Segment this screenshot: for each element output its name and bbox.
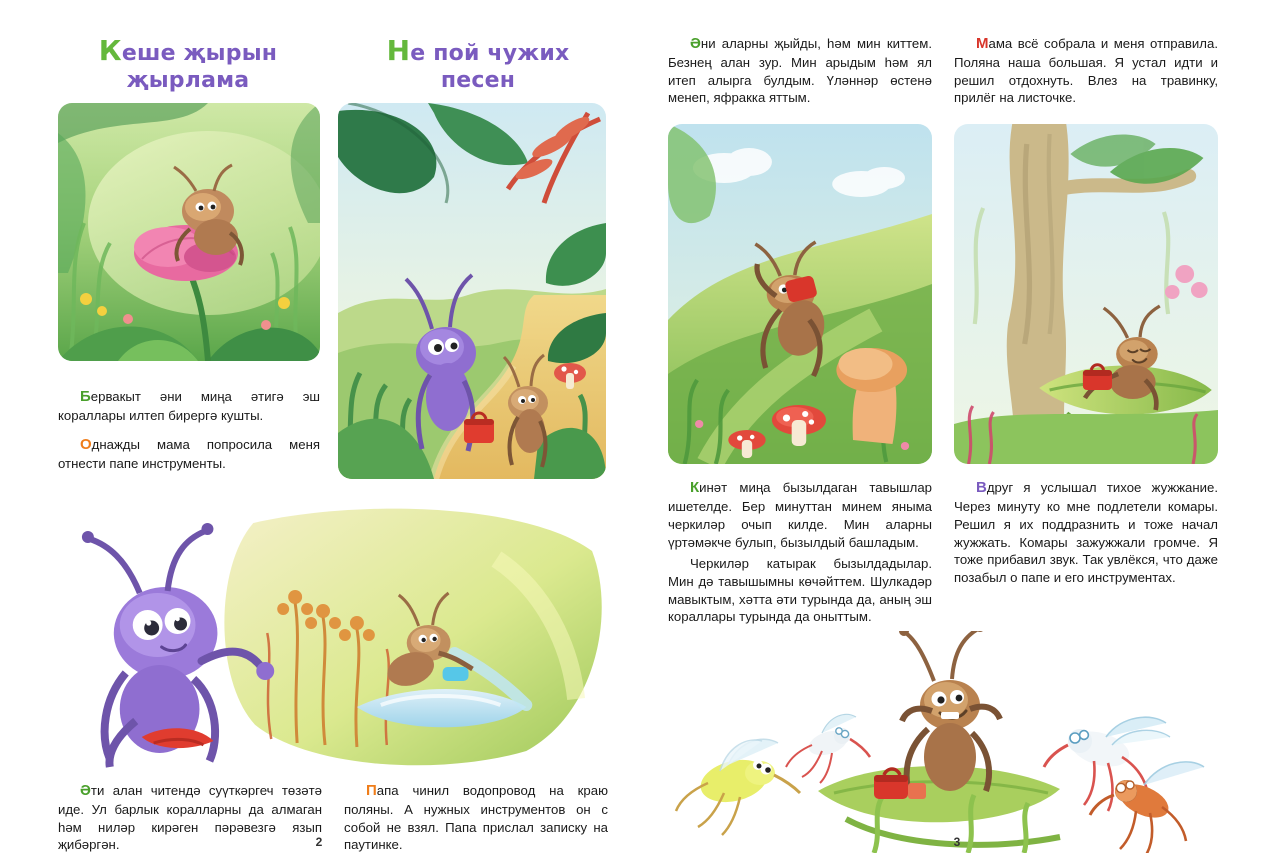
paragraph-text: инәт миңа бызылдаган тавышлар ишетелде. Бер минуттан минем яныма черкиләр очып килде. Мин аларны үртәмәкче булып, бызылдый башладым.: [668, 480, 932, 550]
paragraph-text: апа чинил водопровод на краю поляны. А нужных инструментов он с собой не взял. Папа прислал записку на паутинке.: [344, 782, 608, 853]
heading-russian-line2: песен: [440, 68, 516, 94]
illustration-mother-ant-and-child-on-path: [338, 103, 606, 479]
heading-tatar-line1: еше җырын: [121, 41, 278, 66]
paragraph: [954, 34, 1218, 107]
illustration-ant-walking-up-hill: [668, 124, 932, 464]
paragraph-text: Черкиләр катырак бызылдадылар. Мин дә тавышымны көчәйттем. Шулкадәр мавыктым, хәтта әти турында да, аның эш кораллары турында да оныттым.: [668, 556, 932, 625]
paragraph-dropcap: К: [690, 479, 700, 497]
paragraph-dropcap: В: [976, 479, 987, 497]
right-page: [638, 0, 1276, 865]
page-number-right: 3: [953, 835, 961, 849]
paragraph: [344, 781, 608, 854]
heading-russian: [348, 34, 608, 95]
paragraph-text: ервакыт әни миңа әтигә эш кораллары илтеп бирергә кушты.: [58, 388, 320, 424]
right-top-text: [668, 34, 1218, 110]
paragraph-text: ама всё собрала и меня отправила. Поляна наша большая. Я устал идти и решил отдохнуть. Влез на травинку, прилёг на листочке.: [954, 36, 1218, 106]
paragraph-dropcap: Ә: [80, 781, 91, 799]
paragraph-dropcap: Ә: [690, 35, 701, 52]
illustration-ant-on-flower: [58, 103, 320, 361]
illustration-mother-ant-waving-and-pond: [58, 493, 608, 769]
paragraph-dropcap: О: [80, 435, 92, 453]
paragraph: [668, 478, 932, 551]
paragraph: [58, 781, 322, 854]
page-number-left: 2: [315, 835, 323, 849]
paragraph-text: днажды мама попросила меня отнести папе инструменты.: [58, 436, 320, 471]
heading-russian-line1: е пой чужих: [410, 41, 570, 66]
left-headings: [58, 34, 608, 95]
paragraph: [668, 34, 932, 107]
illustration-ant-resting-on-leaf: [954, 124, 1218, 464]
heading-tatar-dropcap: К: [98, 34, 122, 67]
paragraph-dropcap: М: [976, 35, 989, 52]
heading-tatar-line2: җырлама: [126, 68, 250, 94]
paragraph-text: ти алан читендә суүткәргеч төзәтә иде. Ул барлык коралларны да алмаган һәм ниләр кирәген пәрәвезгә язып җибәргән.: [58, 782, 322, 853]
paragraph: [954, 478, 1218, 587]
paragraph-dropcap: Б: [80, 387, 91, 405]
heading-russian-dropcap: Н: [386, 34, 411, 67]
paragraph-dropcap: П: [366, 781, 377, 799]
paragraph: [58, 435, 320, 473]
illustration-ant-with-mosquitoes: [668, 631, 1218, 853]
paragraph-text: ни аларны җыйды, һәм мин киттем. Безнең алан зур. Мин арыдым һәм ял итеп алырга булдым. Үләннәр өстенә менеп, яфракка яттым.: [668, 36, 932, 106]
paragraph-text: друг я услышал тихое жужжание. Через минуту ко мне подлетели комары. Решил я их поддразнить и тоже начал жужжать. Комары зажужжали громче. Я тоже прибавил звук. Так увлёкся, что даже позабыл о папе и его инструментах.: [954, 480, 1218, 585]
paragraph: [58, 387, 320, 425]
paragraph: [668, 555, 932, 626]
heading-tatar: [58, 34, 318, 95]
